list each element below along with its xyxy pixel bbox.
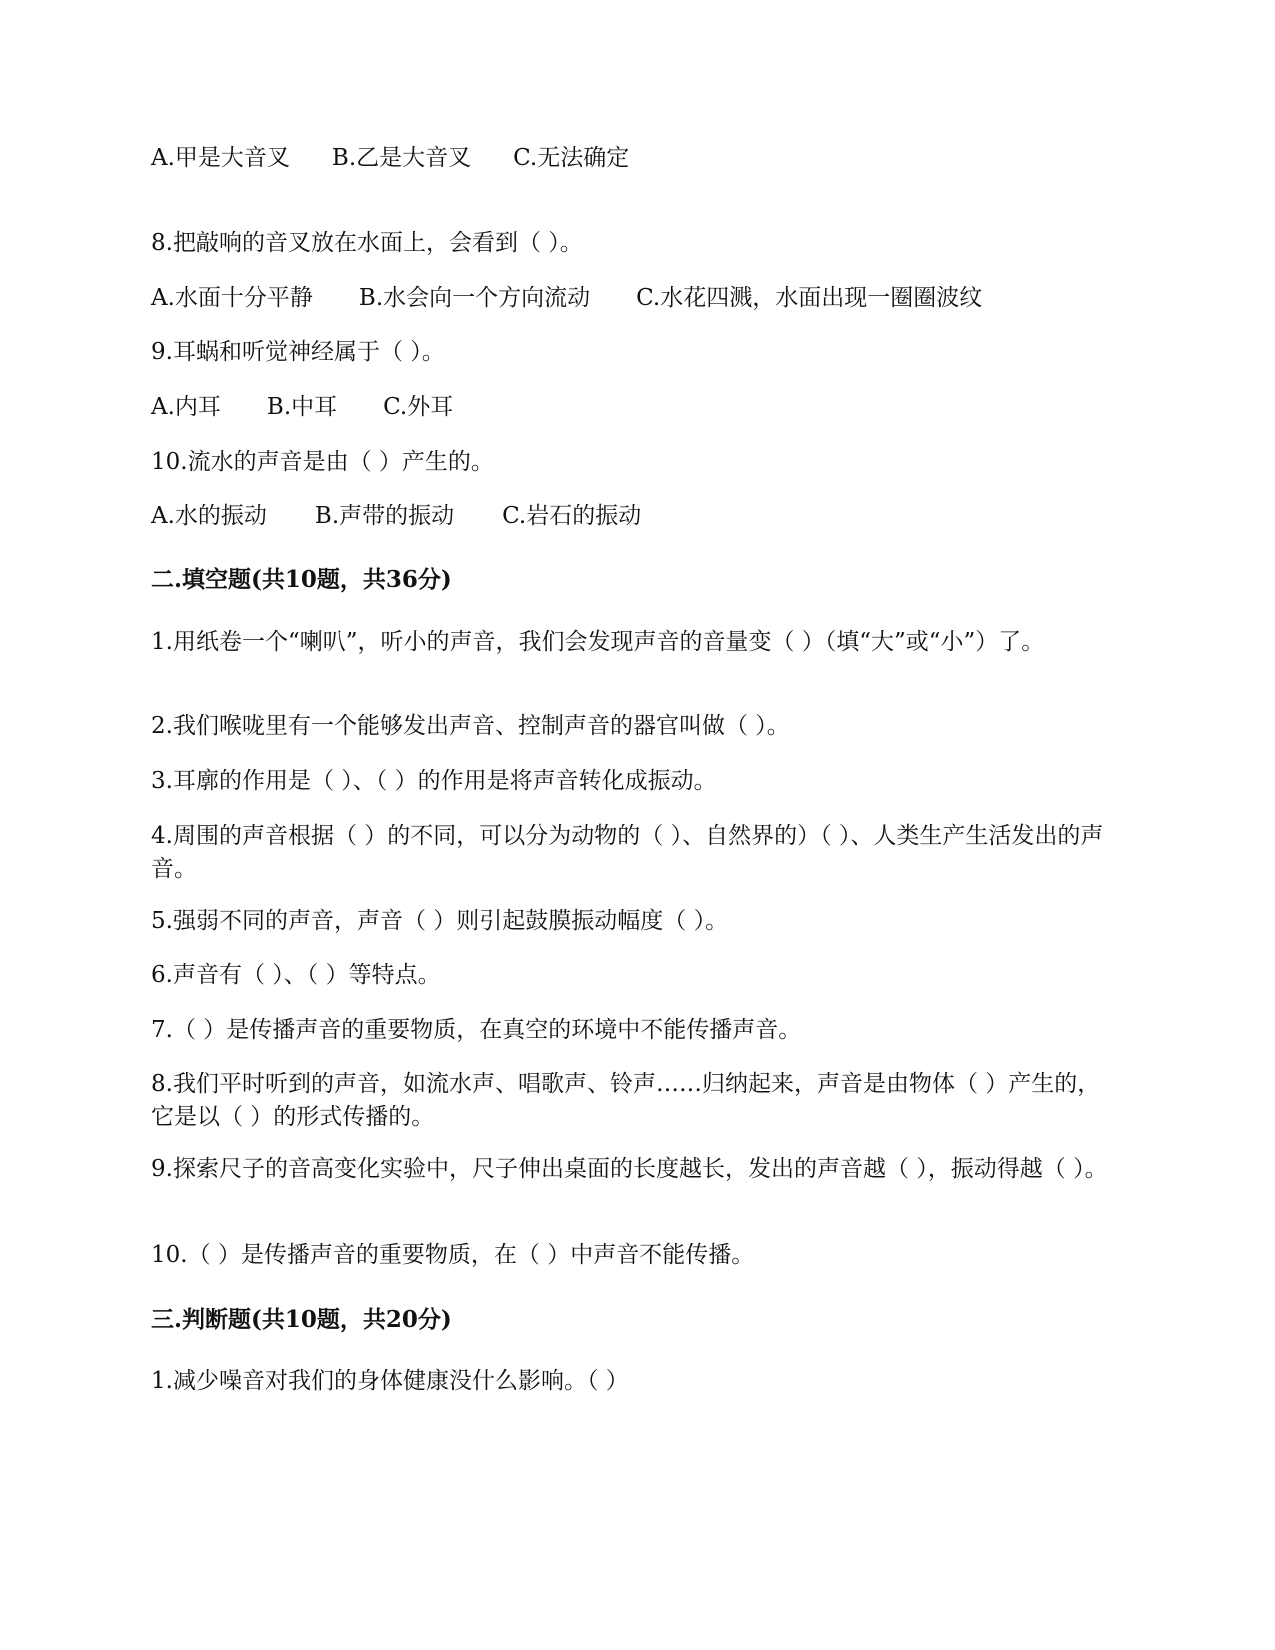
q8-question: 8.把敲响的音叉放在水面上，会看到（ ）。 (151, 230, 583, 256)
q9-option-b: B.中耳 (266, 394, 338, 420)
q7-options (151, 142, 1111, 175)
q10-question: 10.流水的声音是由（ ）产生的。 (151, 449, 494, 475)
fill-item-6: 6.声音有（ ）、（ ）等特点。 (151, 962, 441, 988)
q9-options (151, 391, 1111, 424)
q10-option-a: A.水的振动 (151, 503, 267, 529)
fill-item-10: 10.（ ）是传播声音的重要物质，在（ ）中声音不能传播。 (151, 1242, 755, 1268)
fill-item-7: 7.（ ）是传播声音的重要物质，在真空的环境中不能传播声音。 (151, 1017, 802, 1043)
fill-item-5: 5.强弱不同的声音，声音（ ）则引起鼓膜振动幅度（ ）。 (151, 908, 729, 934)
q10-option-b: B.声带的振动 (314, 503, 455, 529)
fill-item-4: 4.周围的声音根据（ ）的不同，可以分为动物的（ ）、自然界的）（ ）、人类生产生活发出的声音。 (151, 823, 1104, 882)
q8-options (151, 282, 1111, 315)
section3-heading: 三.判断题(共10题，共20分) (151, 1306, 452, 1333)
q8-option-c: C.水花四溅，水面出现一圈圈波纹 (636, 285, 983, 311)
q9-question: 9.耳蜗和听觉神经属于（ ）。 (151, 339, 445, 365)
q7-option-a: A.甲是大音叉 (151, 145, 290, 171)
fill-item-9: 9.探索尺子的音高变化实验中，尺子伸出桌面的长度越长，发出的声音越（ ），振动得越（ ）。 (151, 1156, 1108, 1182)
fill-item-1: 1.用纸卷一个“喇叭”，听小的声音，我们会发现声音的音量变（ ）（填“大”或“小”）了。 (151, 629, 1045, 655)
q7-option-c: C.无法确定 (513, 145, 630, 171)
judge-item-1: 1.减少噪音对我们的身体健康没什么影响。（ ） (151, 1368, 629, 1394)
q9-option-a: A.内耳 (151, 394, 221, 420)
q7-option-b: B.乙是大音叉 (331, 145, 472, 171)
fill-item-3: 3.耳廓的作用是（ ）、（ ）的作用是将声音转化成振动。 (151, 768, 717, 794)
fill-item-2: 2.我们喉咙里有一个能够发出声音、控制声音的器官叫做（ ）。 (151, 713, 790, 739)
fill-item-8: 8.我们平时听到的声音，如流水声、唱歌声、铃声……归纳起来，声音是由物体（ ）产生的，它是以（ ）的形式传播的。 (151, 1071, 1101, 1130)
q10-options (151, 500, 1111, 533)
section2-heading: 二.填空题(共10题，共36分) (151, 566, 452, 593)
q9-option-c: C.外耳 (383, 394, 454, 420)
q8-option-a: A.水面十分平静 (151, 285, 313, 311)
q8-option-b: B.水会向一个方向流动 (358, 285, 591, 311)
q10-option-c: C.岩石的振动 (502, 503, 642, 529)
